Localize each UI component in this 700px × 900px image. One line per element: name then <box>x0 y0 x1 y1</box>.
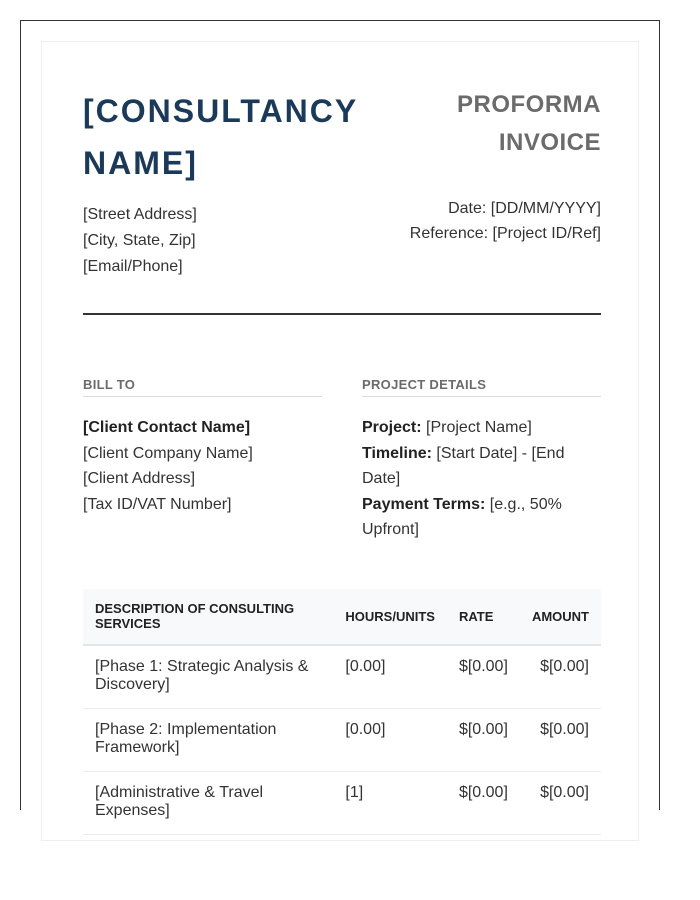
row-rate: $[0.00] <box>447 709 520 772</box>
row-rate: $[0.00] <box>447 772 520 835</box>
invoice-sheet <box>41 41 639 841</box>
row-description: [Administrative & Travel Expenses] <box>83 772 333 835</box>
address-street: [Street Address] <box>83 206 197 223</box>
company-address <box>83 202 197 280</box>
reference-value: [Project ID/Ref] <box>492 225 601 242</box>
client-contact-name: [Client Contact Name] <box>83 419 251 436</box>
services-table-header <box>83 589 601 645</box>
header-divider <box>83 313 601 315</box>
bill-to-heading: BILL TO <box>83 377 322 397</box>
table-row <box>83 709 601 772</box>
table-row <box>83 772 601 835</box>
invoice-content <box>83 42 601 835</box>
header-amount: AMOUNT <box>520 589 601 645</box>
payment-terms-line <box>362 492 601 543</box>
services-table <box>83 589 601 835</box>
info-section <box>83 335 601 589</box>
row-rate: $[0.00] <box>447 645 520 709</box>
row-hours: [0.00] <box>333 709 447 772</box>
header-row <box>83 589 601 645</box>
project-details-heading: PROJECT DETAILS <box>362 377 601 397</box>
header-rate: RATE <box>447 589 520 645</box>
row-description: [Phase 2: Implementation Framework] <box>83 709 333 772</box>
document-frame <box>20 20 660 819</box>
reference-line <box>410 221 601 246</box>
table-row <box>83 645 601 709</box>
project-label: Project: <box>362 419 422 436</box>
invoice-header <box>83 42 601 335</box>
date-value: [DD/MM/YYYY] <box>490 200 601 217</box>
timeline-line <box>362 441 601 492</box>
client-tax-id: [Tax ID/VAT Number] <box>83 495 232 513</box>
header-hours: HOURS/UNITS <box>333 589 447 645</box>
row-description: [Phase 1: Strategic Analysis & Discovery] <box>83 645 333 709</box>
row-amount: $[0.00] <box>520 645 601 709</box>
bill-to-section <box>83 377 322 517</box>
reference-label: Reference: <box>409 225 489 242</box>
row-amount: $[0.00] <box>520 772 601 835</box>
client-company-name: [Client Company Name] <box>83 444 253 462</box>
header-description: DESCRIPTION OF CONSULTING SERVICES <box>83 589 333 645</box>
invoice-meta <box>410 196 601 246</box>
payment-terms-value: [e.g., 50% Upfront] <box>362 495 562 538</box>
date-line <box>410 196 601 221</box>
address-city: [City, State, Zip] <box>83 232 196 249</box>
client-address: [Client Address] <box>83 470 196 487</box>
project-details-section <box>362 377 601 543</box>
project-value: [Project Name] <box>426 419 532 436</box>
project-line <box>362 415 601 441</box>
services-table-body <box>83 645 601 835</box>
company-name: [CONSULTANCY NAME] <box>83 93 358 181</box>
payment-terms-label: Payment Terms: <box>362 495 486 513</box>
row-amount: $[0.00] <box>520 709 601 772</box>
document-title: PROFORMA INVOICE <box>457 91 601 156</box>
row-hours: [0.00] <box>333 645 447 709</box>
address-contact: [Email/Phone] <box>83 258 183 275</box>
timeline-value: [Start Date] - [End Date] <box>362 444 565 487</box>
date-label: Date: <box>448 200 487 217</box>
row-hours: [1] <box>333 772 447 835</box>
timeline-label: Timeline: <box>362 444 432 462</box>
